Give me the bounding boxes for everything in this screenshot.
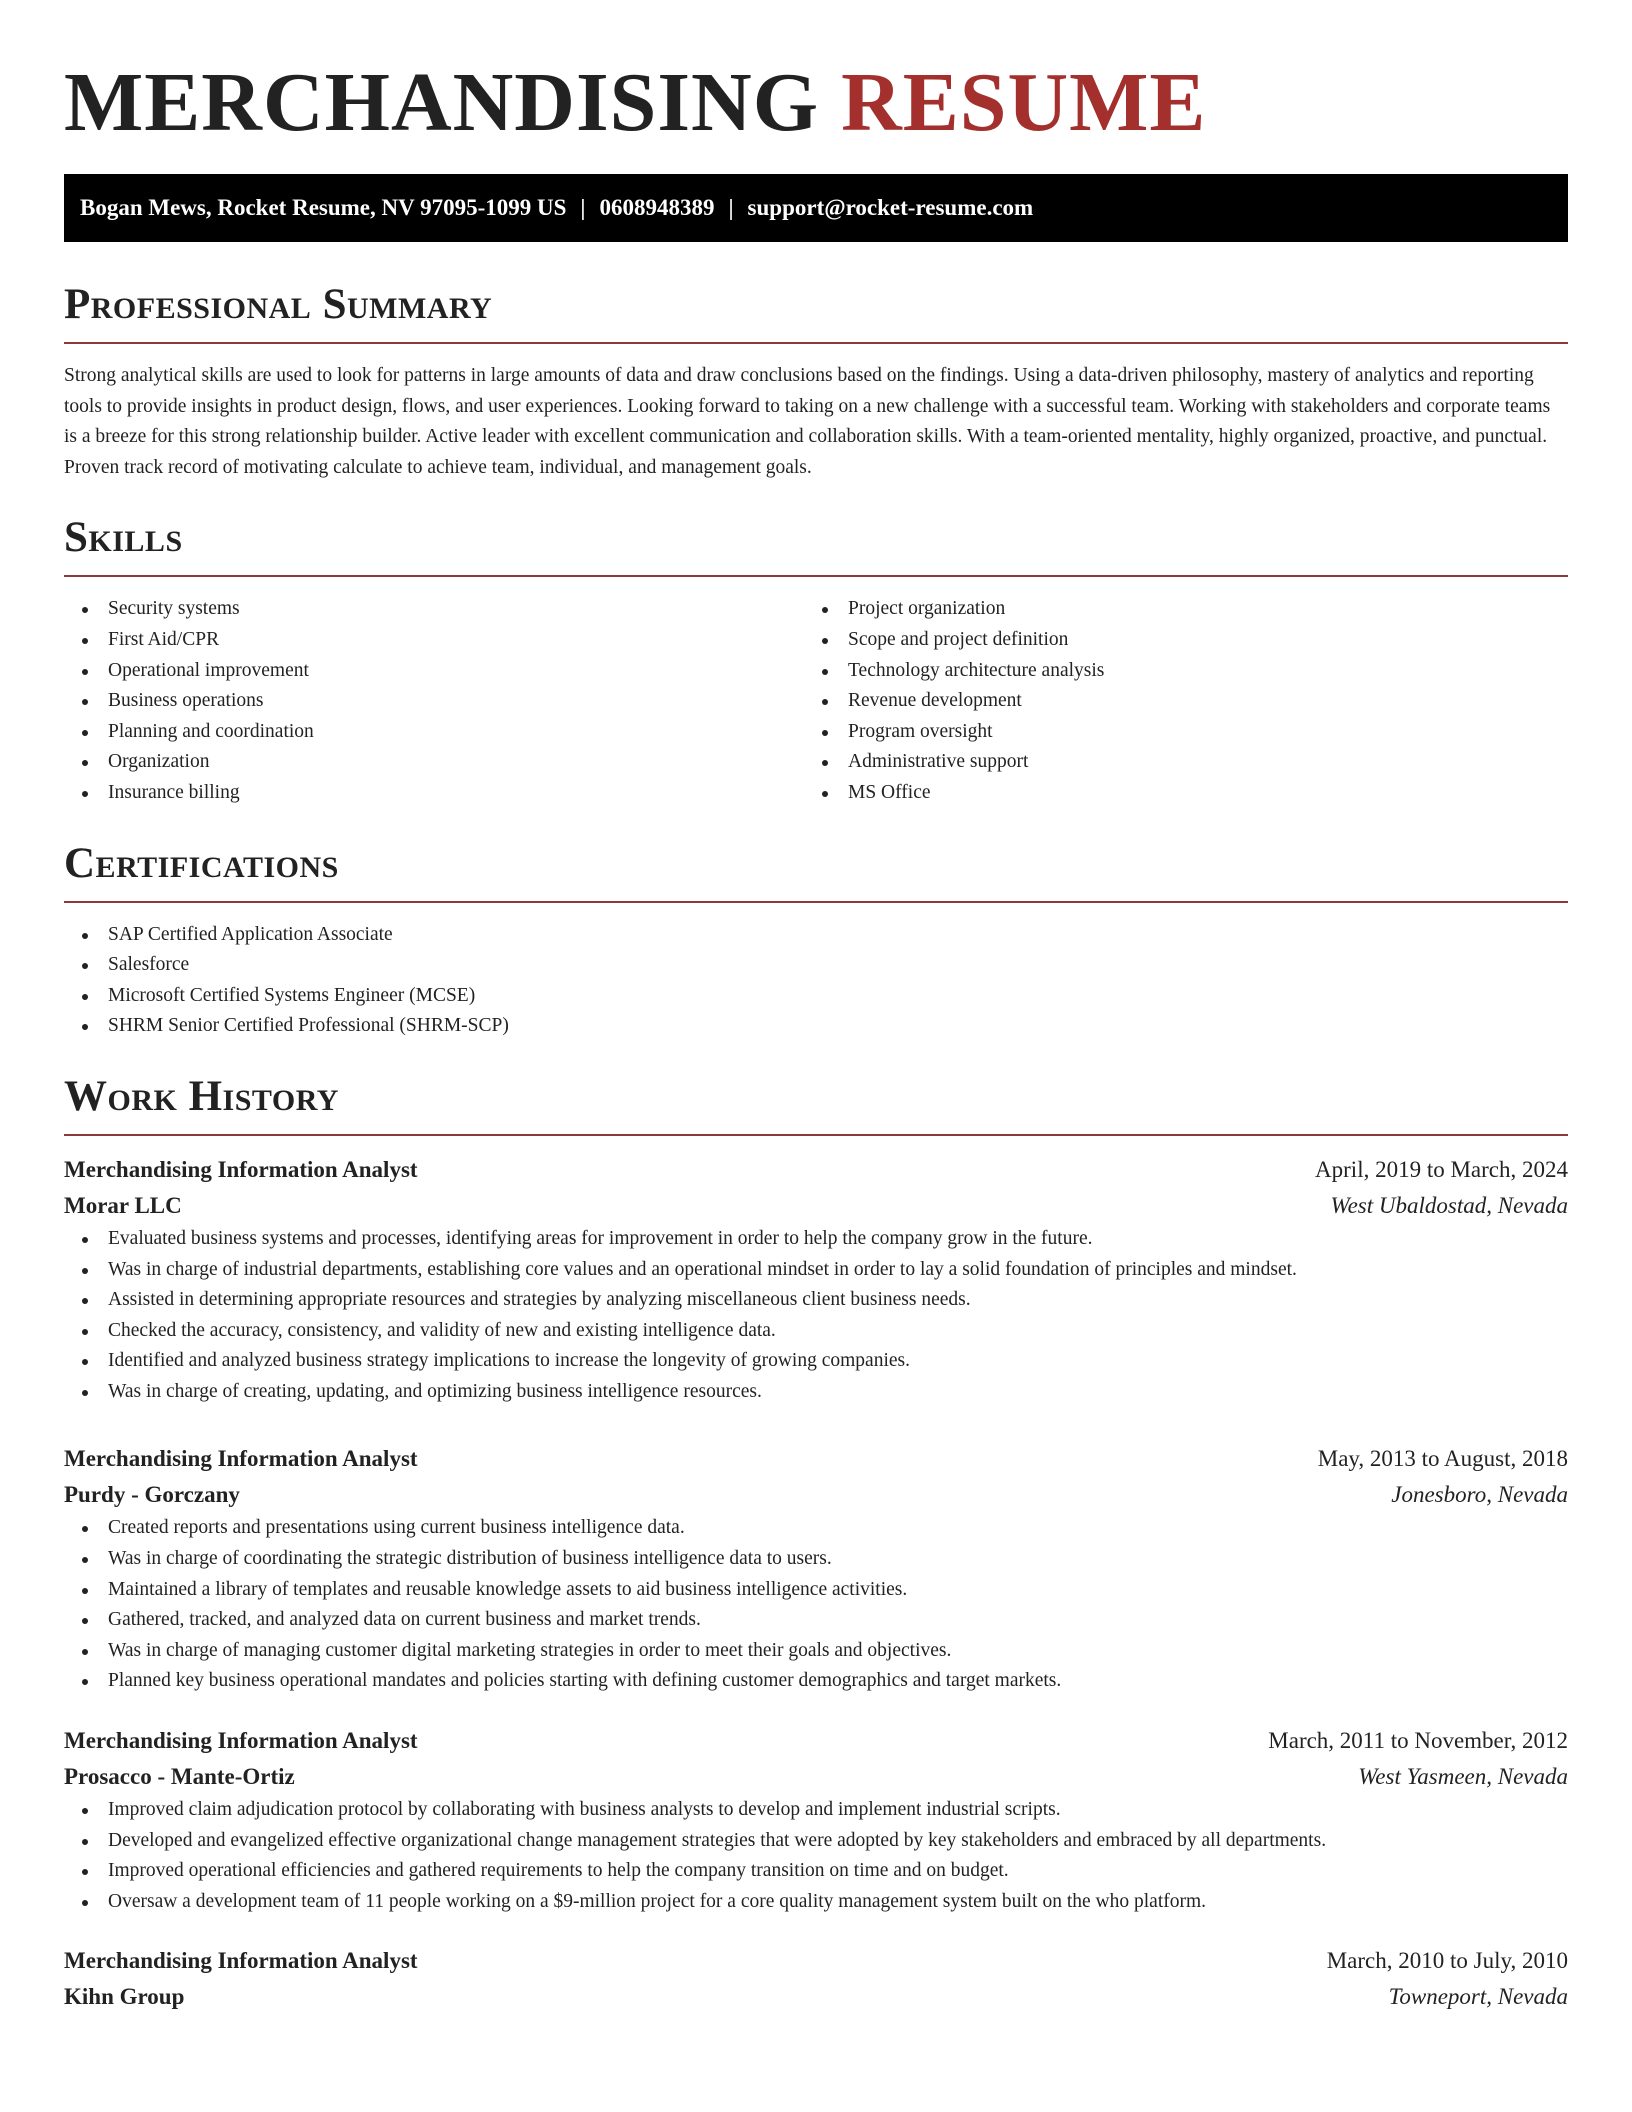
- job-location: West Ubaldostad, Nevada: [1330, 1192, 1568, 1218]
- job-entry: [64, 1152, 1568, 1408]
- certification-item: SHRM Senior Certified Professional (SHRM-SCP): [64, 1011, 1568, 1042]
- certifications-section: [64, 839, 1568, 1042]
- title-main: MERCHANDISING: [64, 56, 820, 149]
- skill-item: MS Office: [804, 778, 1544, 809]
- job-company-row: [64, 1759, 1568, 1795]
- job-dates: May, 2013 to August, 2018: [1317, 1446, 1568, 1472]
- job-duties-list: [64, 1795, 1568, 1917]
- job-duty-item: Assisted in determining appropriate resources and strategies by analyzing miscellaneous client business needs.: [64, 1285, 1568, 1316]
- section-heading-work-history: Work History: [64, 1072, 339, 1120]
- skill-item: Scope and project definition: [804, 625, 1544, 656]
- professional-summary-section: [64, 280, 1568, 483]
- job-entry: [64, 1943, 1568, 2015]
- skill-item: Insurance billing: [64, 778, 804, 809]
- section-heading-summary: Professional Summary: [64, 281, 493, 328]
- job-dates: March, 2011 to November, 2012: [1268, 1728, 1568, 1754]
- page-title: [64, 0, 1568, 154]
- job-duty-item: Was in charge of creating, updating, and optimizing business intelligence resources.: [64, 1377, 1568, 1408]
- job-header-row: [64, 1943, 1568, 1979]
- job-duty-item: Improved operational efficiencies and gathered requirements to help the company transition on time and on budget.: [64, 1856, 1568, 1887]
- job-title: Merchandising Information Analyst: [64, 1728, 418, 1754]
- skill-item: Technology architecture analysis: [804, 656, 1544, 687]
- skills-section: [64, 513, 1568, 808]
- job-title: Merchandising Information Analyst: [64, 1156, 418, 1182]
- skill-item: Planning and coordination: [64, 717, 804, 748]
- skills-list-right: [804, 594, 1544, 808]
- work-history-section: [64, 1072, 1568, 2016]
- job-duty-item: Was in charge of coordinating the strategic distribution of business intelligence data to users.: [64, 1544, 1568, 1575]
- job-duty-item: Created reports and presentations using current business intelligence data.: [64, 1513, 1568, 1544]
- contact-bar: [64, 174, 1568, 242]
- job-header-row: [64, 1723, 1568, 1759]
- skill-item: Operational improvement: [64, 656, 804, 687]
- job-duty-item: Developed and evangelized effective organizational change management strategies that were adopted by key stakeholders and embraced by all departments.: [64, 1826, 1568, 1857]
- job-location: West Yasmeen, Nevada: [1358, 1764, 1568, 1790]
- job-duties-list: [64, 1513, 1568, 1697]
- job-entry: [64, 1441, 1568, 1697]
- job-duty-item: Planned key business operational mandates and policies starting with defining customer demographics and target markets.: [64, 1666, 1568, 1697]
- section-heading-skills: Skills: [64, 514, 183, 562]
- section-divider: [64, 575, 1568, 577]
- job-company-row: [64, 1188, 1568, 1224]
- skill-item: Organization: [64, 747, 804, 778]
- job-duty-item: Evaluated business systems and processes, identifying areas for improvement in order to help the company grow in the future.: [64, 1224, 1568, 1255]
- title-accent: RESUME: [841, 56, 1207, 149]
- resume-page: [64, 0, 1568, 2015]
- job-duty-item: Oversaw a development team of 11 people working on a $9-million project for a core quality management system built on the who platform.: [64, 1887, 1568, 1918]
- section-divider: [64, 342, 1568, 344]
- job-duty-item: Checked the accuracy, consistency, and validity of new and existing intelligence data.: [64, 1316, 1568, 1347]
- job-duty-item: Identified and analyzed business strategy implications to increase the longevity of growing companies.: [64, 1346, 1568, 1377]
- job-duty-item: Gathered, tracked, and analyzed data on current business and market trends.: [64, 1605, 1568, 1636]
- section-divider: [64, 901, 1568, 903]
- certifications-list: [64, 920, 1568, 1042]
- job-title: Merchandising Information Analyst: [64, 1446, 418, 1472]
- job-dates: March, 2010 to July, 2010: [1326, 1948, 1568, 1974]
- certification-item: SAP Certified Application Associate: [64, 920, 1568, 951]
- skills-columns: [64, 594, 1568, 808]
- job-header-row: [64, 1152, 1568, 1188]
- job-dates: April, 2019 to March, 2024: [1315, 1156, 1568, 1182]
- job-company-row: [64, 1979, 1568, 2015]
- contact-address: Bogan Mews, Rocket Resume, NV 97095-1099 US: [80, 195, 567, 220]
- skill-item: First Aid/CPR: [64, 625, 804, 656]
- job-company: Morar LLC: [64, 1192, 182, 1218]
- skill-item: Administrative support: [804, 747, 1544, 778]
- job-company: Purdy - Gorczany: [64, 1482, 240, 1508]
- job-entry: [64, 1723, 1568, 1917]
- job-title: Merchandising Information Analyst: [64, 1948, 418, 1974]
- job-company-row: [64, 1477, 1568, 1513]
- job-company: Kihn Group: [64, 1984, 185, 2010]
- contact-separator: |: [580, 195, 586, 220]
- skill-item: Revenue development: [804, 686, 1544, 717]
- job-duties-list: [64, 1224, 1568, 1408]
- section-heading-certifications: Certifications: [64, 839, 339, 887]
- skills-list-left: [64, 594, 804, 808]
- contact-separator: |: [728, 195, 734, 220]
- job-location: Jonesboro, Nevada: [1391, 1482, 1568, 1508]
- certification-item: Salesforce: [64, 950, 1568, 981]
- job-duty-item: Was in charge of industrial departments, establishing core values and an operational mindset in order to lay a solid foundation of principles and mindset.: [64, 1255, 1568, 1286]
- certification-item: Microsoft Certified Systems Engineer (MCSE): [64, 981, 1568, 1012]
- job-duty-item: Improved claim adjudication protocol by collaborating with business analysts to develop and implement industrial scripts.: [64, 1795, 1568, 1826]
- summary-text: Strong analytical skills are used to look for patterns in large amounts of data and draw conclusions based on the findings. Using a data-driven philosophy, mastery of analytics and reporting tools to provide insights in product design, flows, and user experiences. Looking forward to taking on a new challenge with a successful team. Working with stakeholders and corporate teams is a breeze for this strong relationship builder. Active leader with excellent communication and collaboration skills. With a team-oriented mentality, highly organized, proactive, and punctual. Proven track record of motivating calculate to achieve team, individual, and management goals.: [64, 365, 1551, 478]
- skill-item: Business operations: [64, 686, 804, 717]
- contact-email: support@rocket-resume.com: [747, 195, 1034, 220]
- job-duty-item: Maintained a library of templates and reusable knowledge assets to aid business intelligence activities.: [64, 1575, 1568, 1606]
- section-divider: [64, 1134, 1568, 1136]
- skill-item: Project organization: [804, 594, 1544, 625]
- skill-item: Program oversight: [804, 717, 1544, 748]
- job-location: Towneport, Nevada: [1388, 1984, 1568, 2010]
- job-duty-item: Was in charge of managing customer digital marketing strategies in order to meet their goals and objectives.: [64, 1636, 1568, 1667]
- contact-phone: 0608948389: [599, 195, 715, 220]
- job-header-row: [64, 1441, 1568, 1477]
- skill-item: Security systems: [64, 594, 804, 625]
- job-company: Prosacco - Mante-Ortiz: [64, 1764, 295, 1790]
